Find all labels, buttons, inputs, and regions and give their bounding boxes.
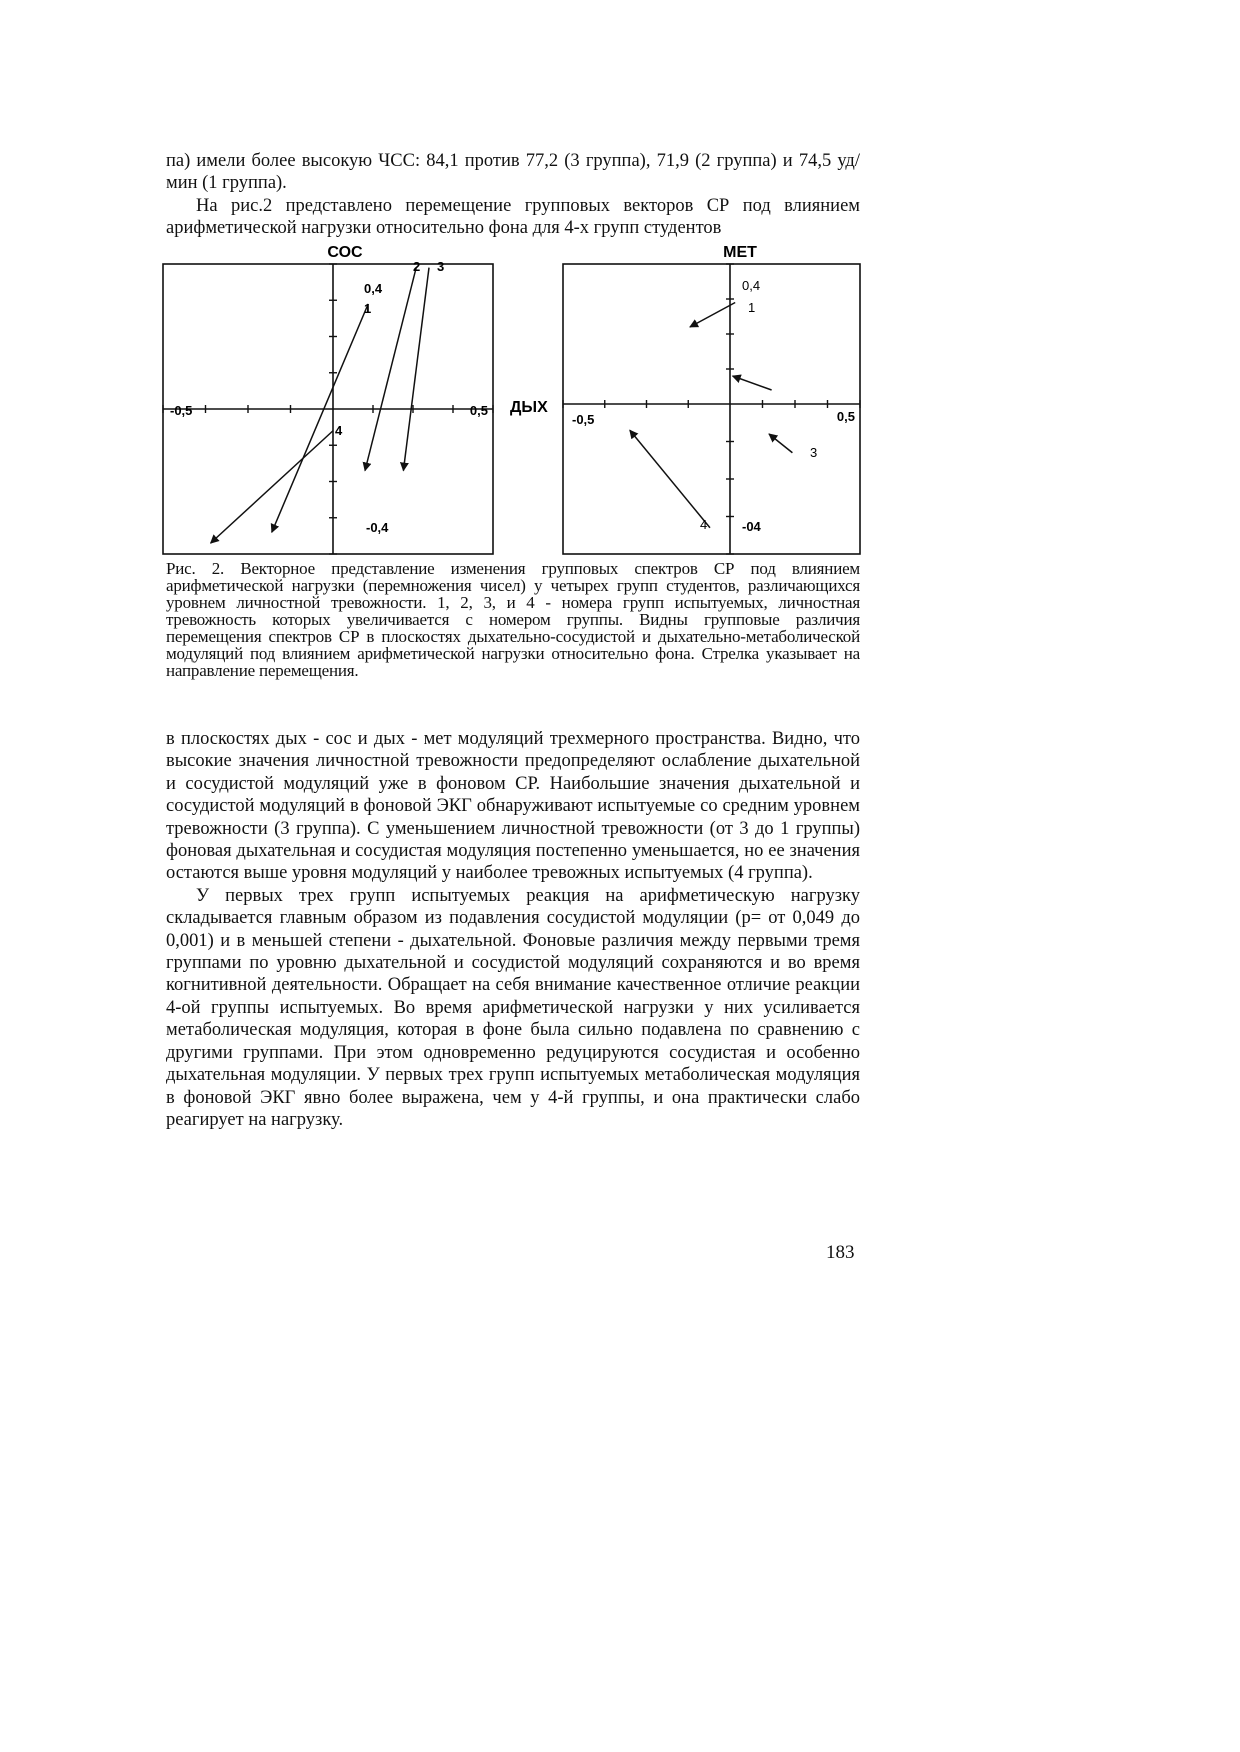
right-axis-ticks [563,264,860,554]
body-paragraph-2: У первых трех групп испытуемых реакция на арифметическую нагрузку складывается главным образом из подавления сосудистой модуляции (р= от 0,049 до 0,001) и в меньшей степени - дыхательной. Фоновые различия между первыми тремя группами по уровню дыхательной и сосудистой модуляций сохраняются и во время когнитивной деятельности. Обращает на себя внимание качественное отличие реакции 4-ой группы испытуемых. Во время арифметической нагрузки у них усиливается метаболическая модуляция, которая в фоне была сильно подавлена по сравнению с другими группами. При этом одновременно редуцируются сосудистая и особенно дыхательная модуляции. У первых трех групп испытуемых метаболическая модуляция в фоновой ЭКГ явно более выражена, чем у 4-й группы, и она практически слабо реагирует на нагрузку. [166,885,860,1130]
body-paragraph-1: в плоскостях дых - сос и дых - мет модуляций трехмерного пространства. Видно, что высокие значения личностной тревожности предопределяют ослабление дыхательной и сосудистой модуляций уже в фоновом СР. Наибольшие значения дыхательной и сосудистой модуляций в фоновой ЭКГ обнаруживают испытуемые со средним уровнем тревожности (3 группа). С уменьшением личностной тревожности (от 3 до 1 группы) фоновая дыхательная и сосудистая модуляция постепенно уменьшается, но ее значения остаются выше уровня модуляций у наиболее тревожных испытуемых (4 группа). [166,729,860,884]
right-vector-label-4: 4 [700,517,708,532]
intro-paragraph-2: На рис.2 представлено перемещение групповых векторов СР под влиянием арифметической нагрузки относительно фона для 4-х групп студентов [166,195,860,239]
right-y-max-label: 0,4 [742,278,761,293]
left-vectors [211,268,429,544]
left-vector-group-1 [272,304,368,532]
right-axis-title: МЕТ [723,244,757,261]
right-vector-label-1: 1 [748,300,756,315]
center-axis-label: ДЫХ [510,399,548,416]
intro-text [166,150,860,240]
body-text [166,728,860,1131]
right-vector-group-3 [769,434,792,453]
right-vectors [630,303,793,528]
figure-2 [0,240,1240,560]
right-y-min-label: -04 [742,519,761,534]
left-vector-group-4 [211,431,333,543]
right-panel [563,244,860,554]
page-number: 183 [826,1242,855,1263]
left-panel [163,244,493,554]
left-axis-title: СОС [327,244,363,261]
left-y-min-label: -0,4 [366,520,389,535]
right-vector-label-3: 3 [810,445,818,460]
left-vector-label-3: 3 [437,259,445,274]
figure-caption: Рис. 2. Векторное представление изменения групповых спектров СР под влиянием арифметической нагрузки (перемножения чисел) у четырех групп студентов, различающихся уровнем личностной тревожности. 1, 2, 3, и 4 - номера групп испытуемых, личностная тревожность которых увеличивается с номером группы. Видны групповые различия перемещения спектров СР в плоскостях дыхательно-сосудистой и дыхательно-метаболической модуляций под влиянием арифметической нагрузки относительно фона. Стрелка указывает на направление перемещения. [166,559,860,680]
left-vector-label-2: 2 [413,259,421,274]
left-x-min-label: -0,5 [170,403,193,418]
left-vector-group-2 [365,268,416,471]
left-y-max-label: 0,4 [364,281,383,296]
intro-paragraph-1: па) имели более высокую ЧСС: 84,1 против 77,2 (3 группа), 71,9 (2 группа) и 74,5 уд/мин (1 группа). [166,151,860,194]
left-x-max-label: 0,5 [469,403,488,418]
right-x-max-label: 0,5 [836,409,855,424]
right-vector-group-2 [733,376,772,390]
left-vector-label-4: 4 [335,423,343,438]
right-vector-group-4 [630,430,710,528]
left-vector-label-1: 1 [364,301,372,316]
right-panel-frame [563,264,860,554]
right-x-min-label: -0,5 [572,412,595,427]
right-vector-group-1 [690,303,735,328]
left-vector-group-3 [403,268,429,471]
